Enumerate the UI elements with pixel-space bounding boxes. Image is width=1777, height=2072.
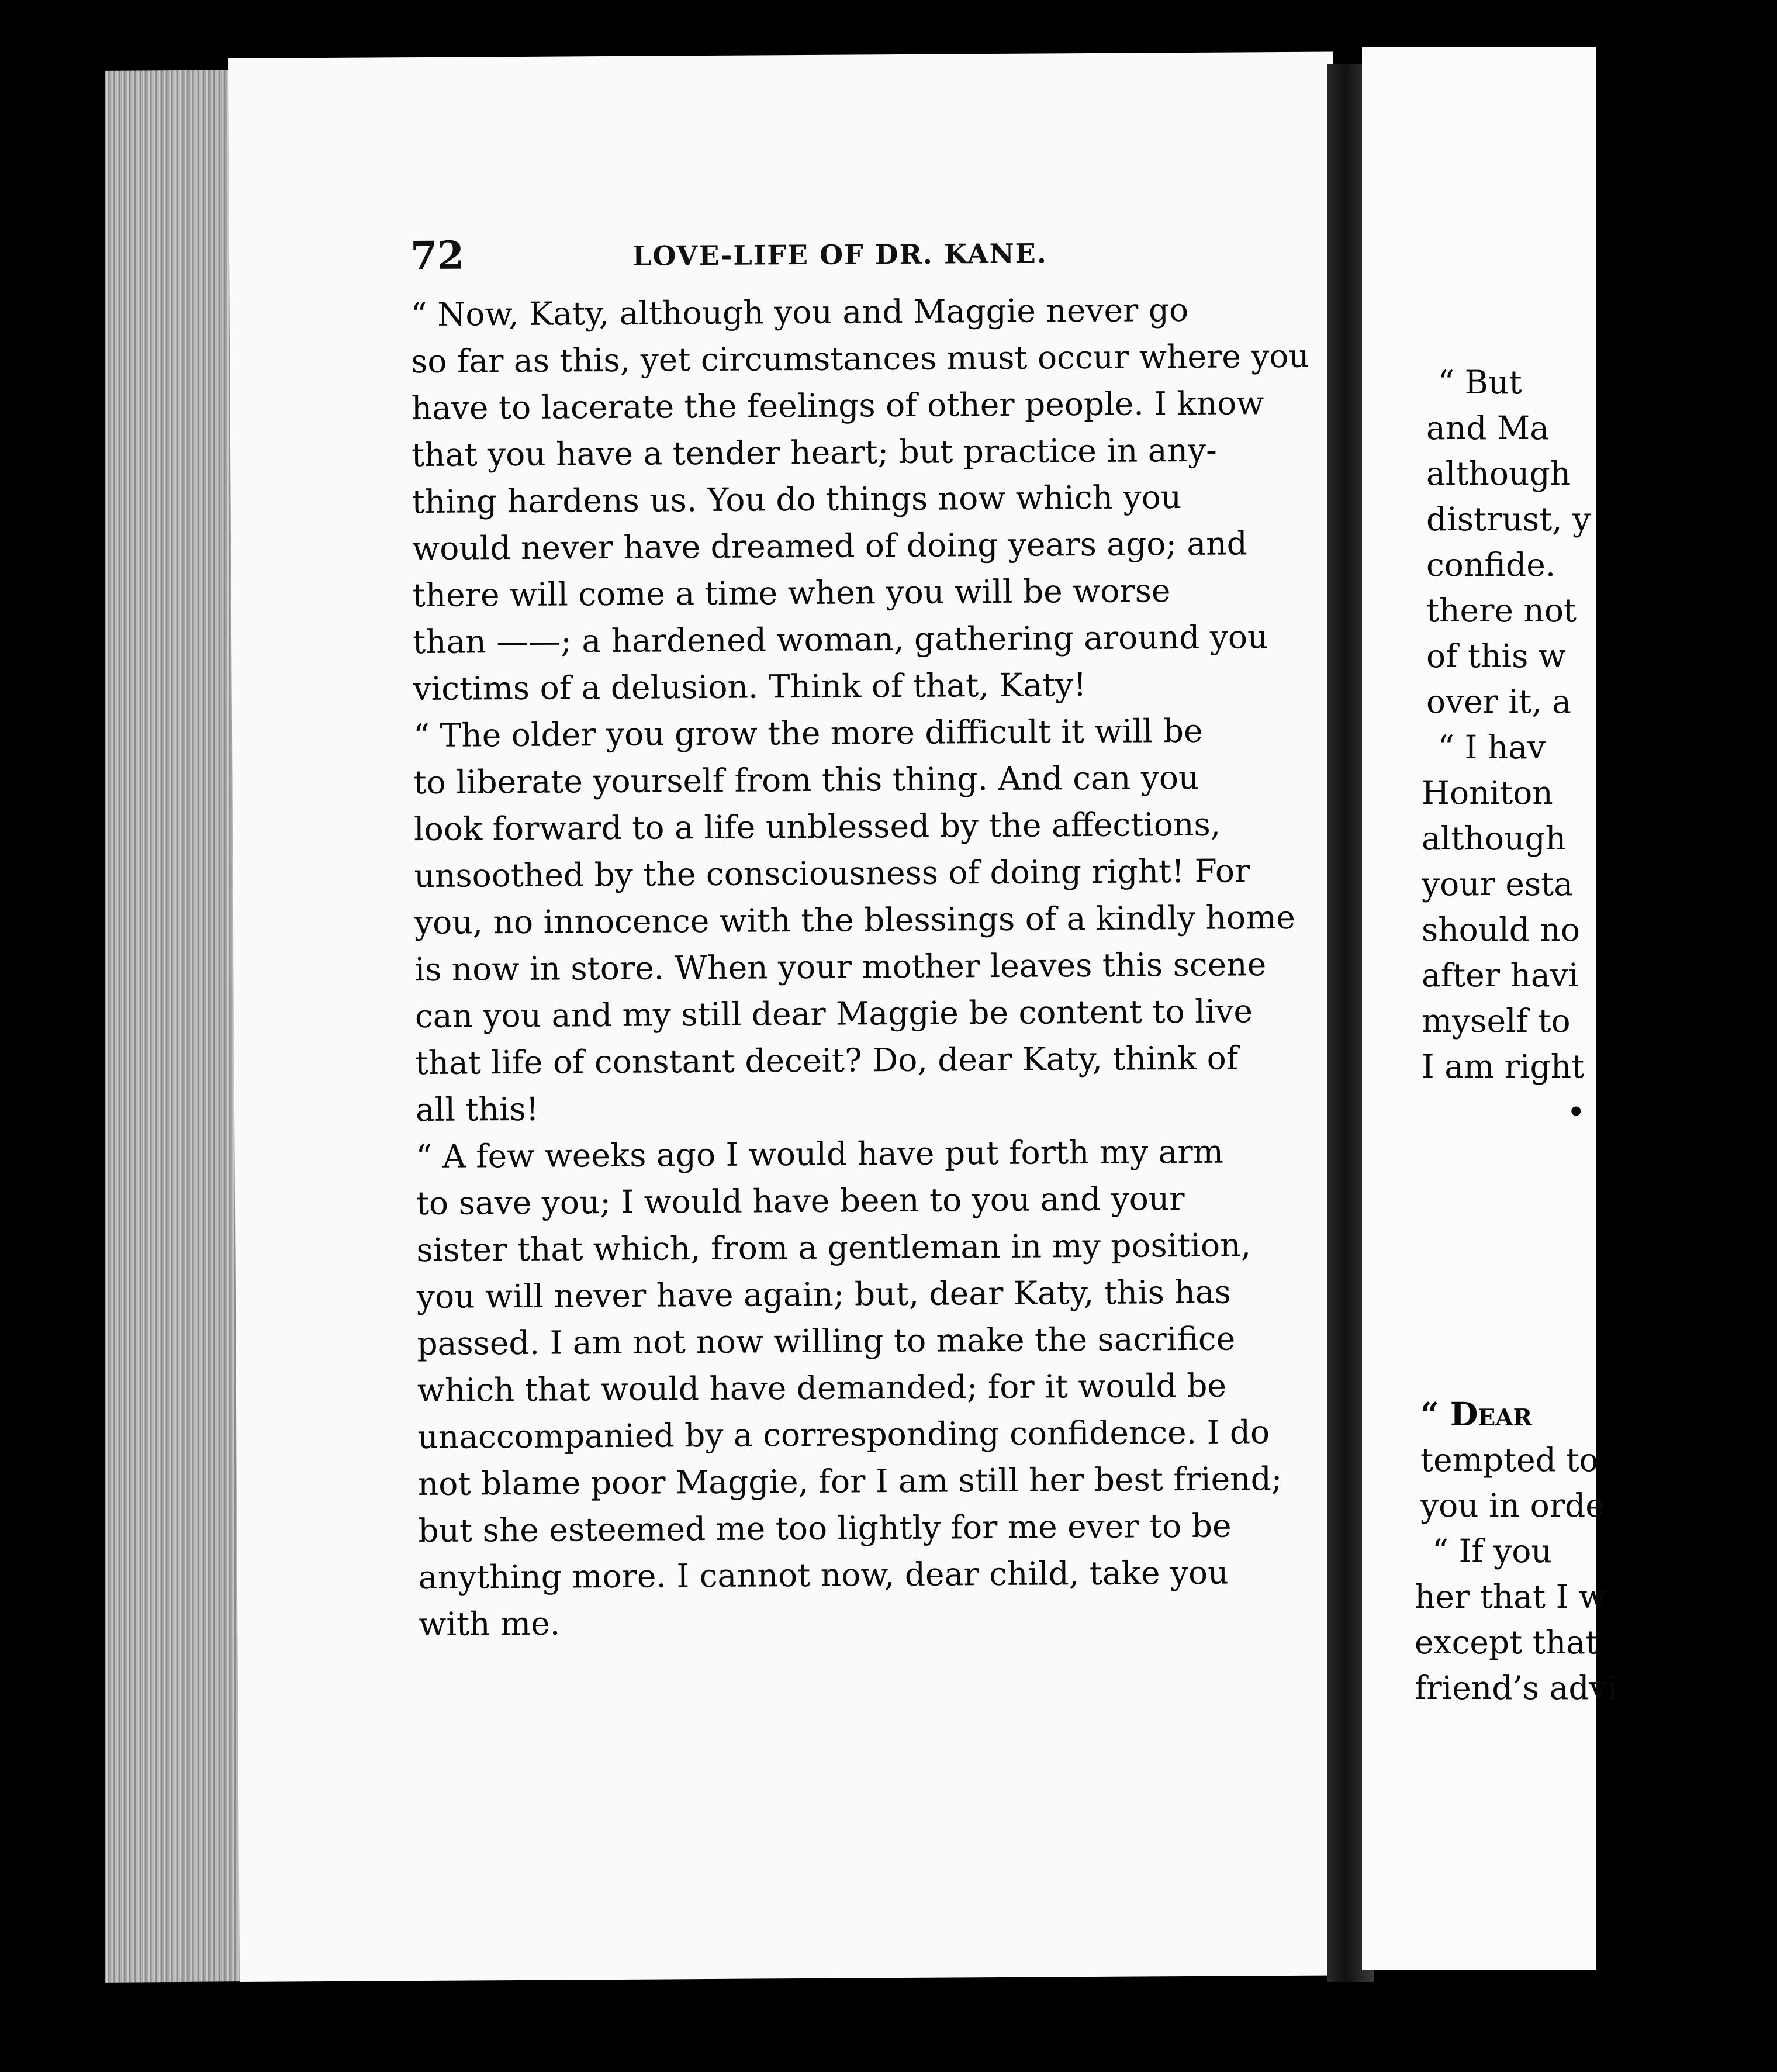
page-edges bbox=[105, 70, 246, 1983]
text-line: there not bbox=[1426, 592, 1577, 629]
text-line: you will never have again; but, dear Katy, this has bbox=[416, 1273, 1232, 1316]
text-line: although bbox=[1426, 455, 1571, 492]
text-line: to save you; I would have been to you and your bbox=[416, 1180, 1185, 1223]
text-line: “ If you bbox=[1432, 1532, 1552, 1570]
text-line: is now in store. When your mother leaves this scene bbox=[414, 945, 1267, 989]
text-line: and Ma bbox=[1426, 409, 1550, 447]
text-line: have to lacerate the feelings of other people. I know bbox=[411, 384, 1264, 427]
text-line: anything more. I cannot now, dear child, take you bbox=[418, 1553, 1229, 1597]
text-line: confide. bbox=[1426, 546, 1556, 583]
text-line: except that bbox=[1415, 1624, 1599, 1661]
body-text bbox=[410, 286, 1310, 1648]
text-line: all this! bbox=[415, 1090, 540, 1129]
text-line: unaccompanied by a corresponding confidence. I do bbox=[417, 1413, 1270, 1456]
text-line: sister that which, from a gentleman in my position, bbox=[416, 1226, 1251, 1269]
text-line: but she esteemed me too lightly for me ever to be bbox=[418, 1507, 1232, 1550]
text-line: with me. bbox=[419, 1604, 561, 1643]
text-line: “ The older you grow the more difficult it will be bbox=[413, 712, 1203, 755]
text-line: unsoothed by the consciousness of doing right! For bbox=[414, 852, 1250, 895]
text-line: passed. I am not now willing to make the sacrifice bbox=[417, 1320, 1236, 1363]
text-line: distrust, y bbox=[1426, 500, 1591, 538]
text-line: your esta bbox=[1422, 865, 1574, 903]
text-line: you in orde bbox=[1420, 1487, 1605, 1524]
left-page bbox=[228, 51, 1344, 1981]
text-line: that life of constant deceit? Do, dear Katy, think of bbox=[415, 1039, 1239, 1082]
text-line: thing hardens us. You do things now which you bbox=[412, 478, 1182, 521]
text-line: although bbox=[1422, 820, 1567, 857]
text-line: which that would have demanded; for it would be bbox=[417, 1366, 1227, 1410]
text-line: so far as this, yet circumstances must occur where you bbox=[410, 337, 1310, 381]
text-line: than ——; a hardened woman, gathering around you bbox=[412, 618, 1268, 661]
text-line: to liberate yourself from this thing. And can you bbox=[413, 758, 1199, 802]
page-number: 72 bbox=[410, 232, 465, 279]
text-line: look forward to a life unblessed by the affections, bbox=[413, 805, 1221, 848]
text-line: there will come a time when you will be worse bbox=[412, 572, 1171, 614]
text-line: • bbox=[1567, 1093, 1586, 1131]
text-line: “ Now, Katy, although you and Maggie never go bbox=[410, 291, 1189, 334]
text-line: can you and my still dear Maggie be content to live bbox=[414, 992, 1253, 1035]
text-line: “ A few weeks ago I would have put forth my arm bbox=[416, 1132, 1224, 1176]
text-line: not blame poor Maggie, for I am still her best friend; bbox=[417, 1460, 1282, 1503]
text-line: “ Dear bbox=[1420, 1395, 1532, 1433]
text-line: myself to bbox=[1422, 1002, 1571, 1040]
text-line: I am right bbox=[1422, 1048, 1585, 1085]
text-line: friend’s advi bbox=[1415, 1669, 1618, 1707]
text-line: victims of a delusion. Think of that, Katy! bbox=[413, 666, 1087, 708]
text-line: after havi bbox=[1422, 956, 1579, 994]
text-line: “ I hav bbox=[1438, 728, 1546, 766]
running-head: LOVE-LIFE OF DR. KANE. bbox=[632, 237, 1047, 272]
text-line: of this w bbox=[1426, 637, 1566, 675]
text-line: her that I w bbox=[1415, 1578, 1606, 1615]
right-page bbox=[1362, 47, 1618, 1970]
text-line: “ But bbox=[1438, 364, 1522, 401]
text-line: over it, a bbox=[1426, 683, 1571, 720]
text-line: tempted to bbox=[1420, 1441, 1599, 1479]
text-line: should no bbox=[1422, 911, 1580, 948]
text-line: would never have dreamed of doing years ago; and bbox=[412, 524, 1248, 568]
text-line: that you have a tender heart; but practice in any- bbox=[411, 431, 1217, 474]
text-line: you, no innocence with the blessings of a kindly home bbox=[414, 898, 1296, 942]
text-line: Honiton bbox=[1422, 774, 1553, 811]
